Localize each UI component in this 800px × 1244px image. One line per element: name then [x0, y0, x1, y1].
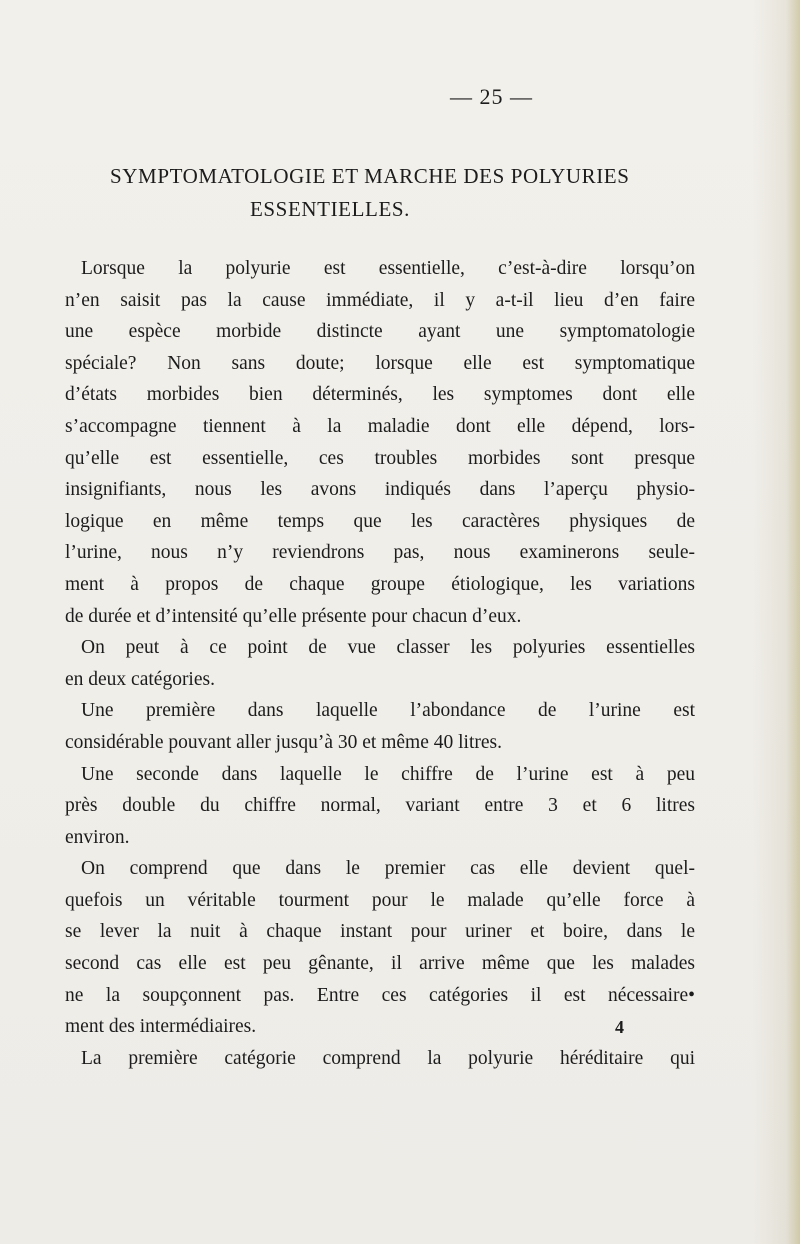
text-line: s’accompagne tiennent à la maladie dont elle dépend, lors-: [65, 415, 695, 437]
text-line: On comprend que dans le premier cas elle devient quel-: [81, 858, 695, 880]
text-line: près double du chiffre normal, variant entre 3 et 6 litres: [65, 795, 695, 817]
text-line: qu’elle est essentielle, ces troubles morbides sont presque: [65, 447, 695, 469]
text-line: spéciale? Non sans doute; lorsque elle est symptomatique: [65, 352, 695, 374]
page-number: — 25 —: [450, 84, 533, 109]
text-line: ment à propos de chaque groupe étiologique, les variations: [65, 573, 695, 595]
text-line: une espèce morbide distincte ayant une symptomatologie: [65, 321, 695, 343]
text-line: se lever la nuit à chaque instant pour uriner et boire, dans le: [65, 921, 695, 943]
text-line: l’urine, nous n’y reviendrons pas, nous examinerons seule-: [65, 542, 695, 564]
text-line: Lorsque la polyurie est essentielle, c’est-à-dire lorsqu’on: [81, 258, 695, 279]
text-line: second cas elle est peu gênante, il arrive même que les malades: [65, 953, 695, 975]
text-line: La première catégorie comprend la polyurie héréditaire qui: [81, 1047, 695, 1069]
text-line: On peut à ce point de vue classer les polyuries essentielles: [81, 637, 695, 659]
page-edge-shading: [786, 0, 800, 1244]
body-text: [65, 253, 695, 1074]
text-line: en deux catégories.: [65, 668, 215, 690]
text-line: de durée et d’intensité qu’elle présente pour chacun d’eux.: [65, 605, 522, 627]
text-line: considérable pouvant aller jusqu’à 30 et même 40 litres.: [65, 731, 502, 753]
text-line: d’états morbides bien déterminés, les symptomes dont elle: [65, 384, 695, 406]
chapter-title-line-2: ESSENTIELLES.: [249, 197, 411, 221]
text-line: n’en saisit pas la cause immédiate, il y a-t-il lieu d’en faire: [65, 289, 695, 311]
text-line: logique en même temps que les caractères physiques de: [65, 510, 695, 532]
text-line: Une seconde dans laquelle le chiffre de l’urine est à peu: [81, 763, 695, 785]
text-line: insignifiants, nous les avons indiqués dans l’aperçu physio-: [65, 479, 695, 501]
text-line: Une première dans laquelle l’abondance de l’urine est: [81, 700, 695, 722]
chapter-title: [110, 160, 630, 226]
text-line: quefois un véritable tourment pour le malade qu’elle force à: [65, 889, 695, 911]
chapter-title-line-1: SYMPTOMATOLOGIE ET MARCHE DES POLYURIES: [110, 164, 630, 188]
text-line: ment des intermédiaires.: [65, 1016, 257, 1038]
text-line: environ.: [65, 826, 130, 848]
signature-mark: 4: [615, 1017, 624, 1037]
text-line: ne la soupçonnent pas. Entre ces catégories il est nécessaire•: [65, 984, 695, 1006]
